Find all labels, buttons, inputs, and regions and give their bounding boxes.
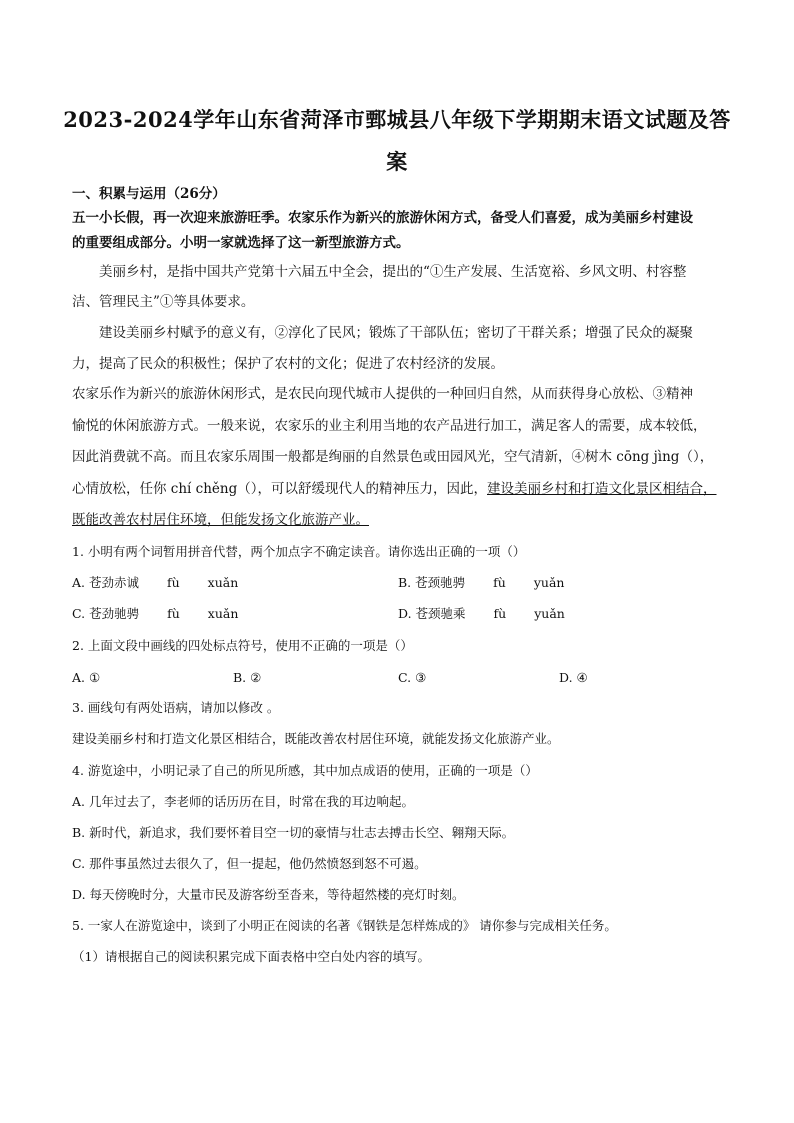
q1-option-b-pinyin-1: fù [493,575,506,590]
document-title: 2023-2024学年山东省菏泽市鄄城县八年级下学期期末语文试题及答 [63,107,731,132]
paragraph-3-line-4-text: 心情放松，任你 chí chěng（），可以舒缓现代人的精神压力，因此， [72,481,487,497]
intro-line-2: 的重要组成部分。小明一家就选择了这一新型旅游方式。 [72,235,410,251]
q1-option-c-pinyin-1: fù [167,606,180,621]
q1-option-a [72,573,238,593]
q1-option-b [398,573,564,593]
q1-option-b-label: B. 苍颈驰骋 [398,575,466,590]
q2-option-c: C. ③ [398,670,427,685]
question-2: 2. 上面文段中画线的四处标点符号，使用不正确的一项是（） [72,638,413,653]
q1-option-a-label: A. 苍劲赤诚 [72,575,139,590]
paragraph-2-line-2: 力，提高了民众的积极性；保护了农村的文化；促进了农村经济的发展。 [72,356,504,372]
question-5: 5. 一家人在游览途中，谈到了小明正在阅读的名著《钢铁是怎样炼成的》 请你参与完成相关任务。 [72,918,617,933]
q2-option-d: D. ④ [559,670,588,685]
q4-option-a: A. 几年过去了，李老师的话历历在目，时常在我的耳边响起。 [72,794,414,809]
q1-option-c-pinyin-2: xuǎn [207,606,239,621]
q2-option-b: B. ② [233,670,262,685]
q1-option-a-pinyin-2: xuǎn [207,575,239,590]
question-3: 3. 画线句有两处语病，请加以修改 。 [72,700,280,715]
q2-option-a: A. ① [72,670,101,685]
q1-option-a-pinyin-1: fù [166,575,180,590]
paragraph-3-line-2: 愉悦的休闲旅游方式。一般来说，农家乐的业主利用当地的农产品进行加工，满足客人的需要，成本较低， [72,418,707,434]
q1-option-c [72,604,238,624]
q1-option-d-pinyin-2: yuǎn [534,606,565,621]
question-3-sentence: 建设美丽乡村和打造文化景区相结合，既能改善农村居住环境，就能发扬文化旅游产业。 [72,731,560,746]
paragraph-1-line-1: 美丽乡村，是指中国共产党第十六届五中全会，提出的“①生产发展、生活宽裕、乡风文明、村容整 [99,264,687,280]
question-5-part-1: （1）请根据自己的阅读积累完成下面表格中空白处内容的填写。 [72,949,430,964]
question-1: 1. 小明有两个词暂用拼音代替，两个加点字不确定读音。请你选出正确的一项（） [72,544,526,559]
q1-option-c-label: C. 苍劲驰骋 [72,606,140,621]
q1-option-d-label: D. 苍颈驰乘 [398,606,466,621]
intro-line-1: 五一小长假，再一次迎来旅游旺季。农家乐作为新兴的旅游休闲方式，备受人们喜爱，成为美丽乡村建设 [72,210,693,226]
paragraph-2-line-1: 建设美丽乡村赋予的意义有，②淳化了民风；锻炼了干部队伍；密切了干群关系；增强了民众的凝聚 [99,325,693,341]
underlined-sentence-part-2: 既能改善农村居住环境，但能发扬文化旅游产业。 [72,512,369,528]
q4-option-c: C. 那件事虽然过去很久了，但一提起，他仍然愤怒到怒不可遏。 [72,856,427,871]
q4-option-d: D. 每天傍晚时分，大量市民及游客纷至沓来，等待超然楼的亮灯时刻。 [72,887,465,902]
underlined-sentence-part-1: 建设美丽乡村和打造文化景区相结合， [487,481,717,497]
question-4: 4. 游览途中，小明记录了自己的所见所感，其中加点成语的使用，正确的一项是（） [72,763,538,778]
paragraph-1-line-2: 洁、管理民主”①等具体要求。 [72,294,255,310]
section-heading: 一、积累与运用（26分） [72,186,226,202]
q4-option-b: B. 新时代，新追求，我们要怀着目空一切的豪情与壮志去搏击长空、翱翔天际。 [72,825,515,840]
document-title-continued: 案 [386,149,408,174]
q1-option-d [398,604,565,624]
q1-option-b-pinyin-2: yuǎn [533,575,565,590]
paragraph-3-line-1: 农家乐作为新兴的旅游休闲形式，是农民向现代城市人提供的一种回归自然，从而获得身心放松、③精神 [72,386,693,402]
paragraph-3-line-3: 因此消费就不高。而且农家乐周围一般都是绚丽的自然景色或田园风光，空气清新，④树木 cōng jìng（）， [72,449,714,465]
paragraph-3-line-4 [72,479,732,499]
q1-option-d-pinyin-1: fù [493,606,507,621]
